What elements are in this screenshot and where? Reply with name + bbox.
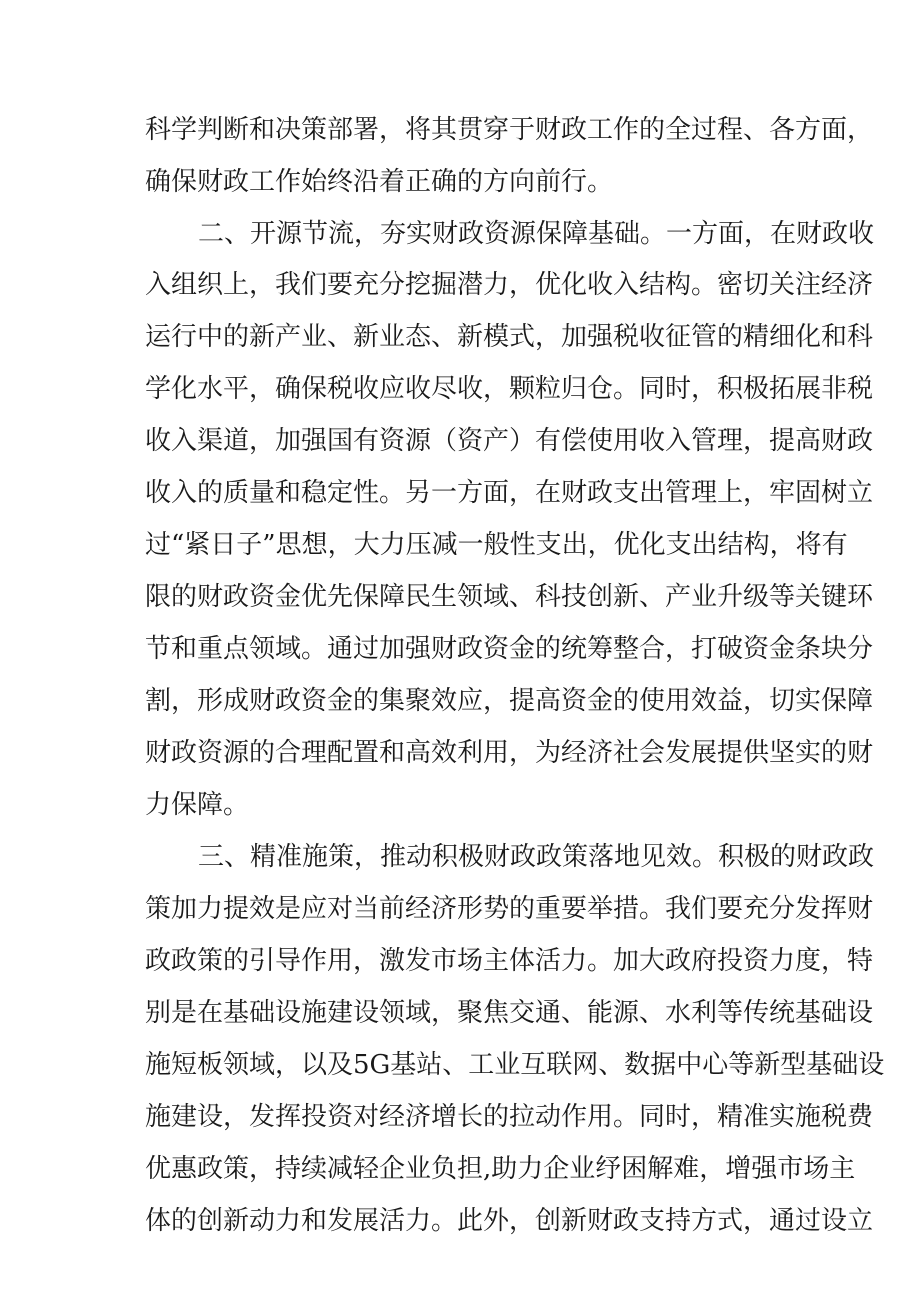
text-line-14: 力保障。 <box>145 790 250 820</box>
text-line-13: 财政资源的合理配置和高效利用，为经济社会发展提供坚实的财 <box>145 738 874 768</box>
text-line-22: 体的创新动力和发展活力。此外，创新财政支持方式，通过设立 <box>145 1206 874 1236</box>
text-line-10: 限的财政资金优先保障民生领域、科技创新、产业升级等关键环 <box>145 582 874 612</box>
text-line-5: 运行中的新产业、新业态、新模式，加强税收征管的精细化和科 <box>145 322 874 352</box>
text-line-21: 优惠政策，持续减轻企业负担,助力企业纾困解难，增强市场主 <box>145 1154 856 1184</box>
text-line-20: 施建设，发挥投资对经济增长的拉动作用。同时，精准实施税费 <box>145 1102 874 1132</box>
text-line-17: 政政策的引导作用，激发市场主体活力。加大政府投资力度，特 <box>145 946 874 976</box>
text-line-15: 三、精准施策，推动积极财政政策落地见效。积极的财政政 <box>198 842 875 872</box>
text-line-16: 策加力提效是应对当前经济形势的重要举措。我们要充分发挥财 <box>145 894 874 924</box>
text-line-11: 节和重点领域。通过加强财政资金的统筹整合，打破资金条块分 <box>145 634 874 664</box>
text-line-2: 确保财政工作始终沿着正确的方向前行。 <box>145 167 614 197</box>
text-line-1: 科学判断和决策部署，将其贯穿于财政工作的全过程、各方面， <box>145 115 874 145</box>
text-line-12: 割，形成财政资金的集聚效应，提高资金的使用效益，切实保障 <box>145 686 874 716</box>
text-line-9: 过“紧日子”思想，大力压减一般性支出，优化支出结构，将有 <box>145 530 848 560</box>
text-line-4: 入组织上，我们要充分挖掘潜力，优化收入结构。密切关注经济 <box>145 270 874 300</box>
text-line-8: 收入的质量和稳定性。另一方面，在财政支出管理上，牢固树立 <box>145 478 874 508</box>
text-line-7: 收入渠道，加强国有资源（资产）有偿使用收入管理，提高财政 <box>145 426 874 456</box>
text-line-6: 学化水平，确保税收应收尽收，颗粒归仓。同时，积极拓展非税 <box>145 374 874 404</box>
text-line-18: 别是在基础设施建设领域，聚焦交通、能源、水利等传统基础设 <box>145 998 874 1028</box>
text-line-19: 施短板领域，以及5G基站、工业互联网、数据中心等新型基础设 <box>145 1050 885 1080</box>
text-line-3: 二、开源节流，夯实财政资源保障基础。一方面，在财政收 <box>198 219 875 249</box>
